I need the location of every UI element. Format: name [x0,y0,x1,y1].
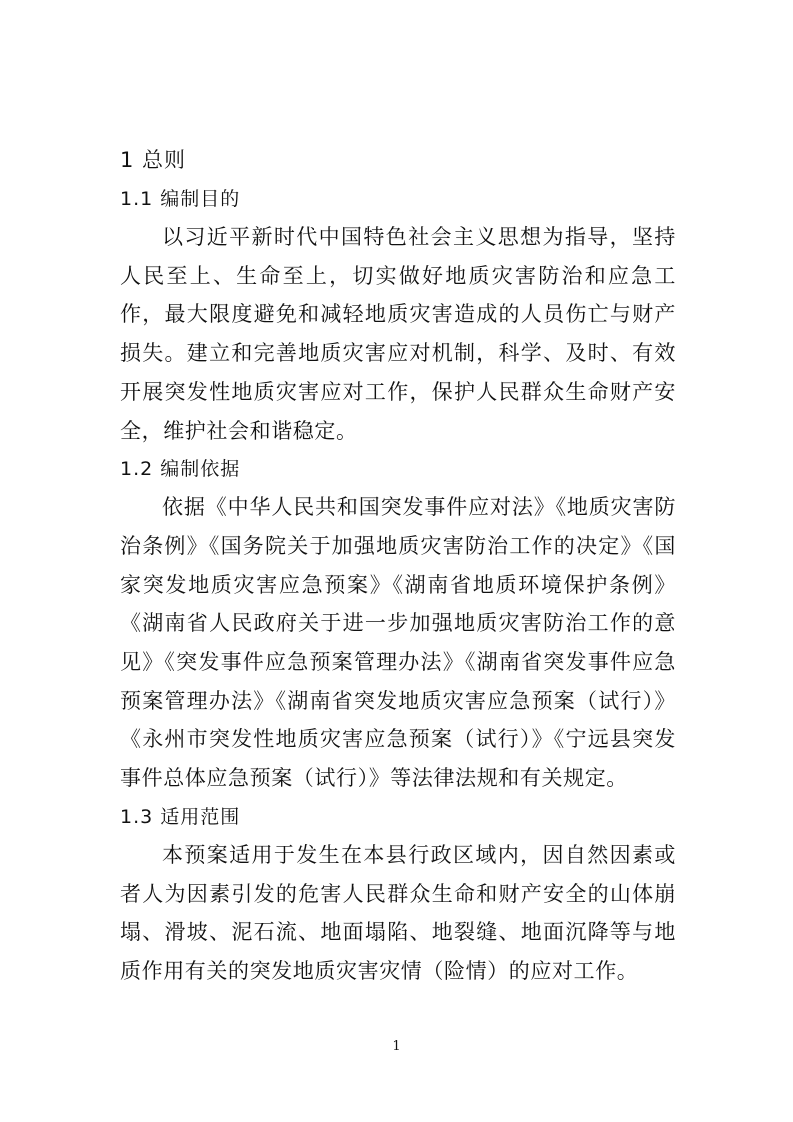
section-paragraph-purpose: 以习近平新时代中国特色社会主义思想为指导，坚持人民至上、生命至上，切实做好地质灾害防治和应急工作，最大限度避免和减轻地质灾害造成的人员伤亡与财产损失。建立和完善地质灾害应对机制，科学、及时、有效开展突发性地质灾害应对工作，保护人民群众生命财产安全，维护社会和谐稳定。 [120,225,676,443]
section-paragraph-scope: 本预案适用于发生在本县行政区域内，因自然因素或者人为因素引发的危害人民群众生命和财产安全的山体崩塌、滑坡、泥石流、地面塌陷、地裂缝、地面沉降等与地质作用有关的突发地质灾害灾情（险情）的应对工作。 [120,842,676,983]
chapter-heading: 1 总则 [120,148,187,172]
section-paragraph-basis: 依据《中华人民共和国突发事件应对法》《地质灾害防治条例》《国务院关于加强地质灾害防治工作的决定》《国家突发地质灾害应急预案》《湖南省地质环境保护条例》《湖南省人民政府关于进一步加强地质灾害防治工作的意见》《突发事件应急预案管理办法》《湖南省突发事件应急预案管理办法》《湖南省突发地质灾害应急预案（试行）》《永州市突发性地质灾害应急预案（试行）》《宁远县突发事件总体应急预案（试行）》等法律法规和有关规定。 [120,495,676,791]
section-heading-scope: 1.3 适用范围 [120,805,241,828]
page-number: 1 [392,1039,401,1054]
section-heading-purpose: 1.1 编制目的 [120,188,241,210]
document-body [120,140,676,991]
section-heading-basis: 1.2 编制依据 [120,458,241,481]
